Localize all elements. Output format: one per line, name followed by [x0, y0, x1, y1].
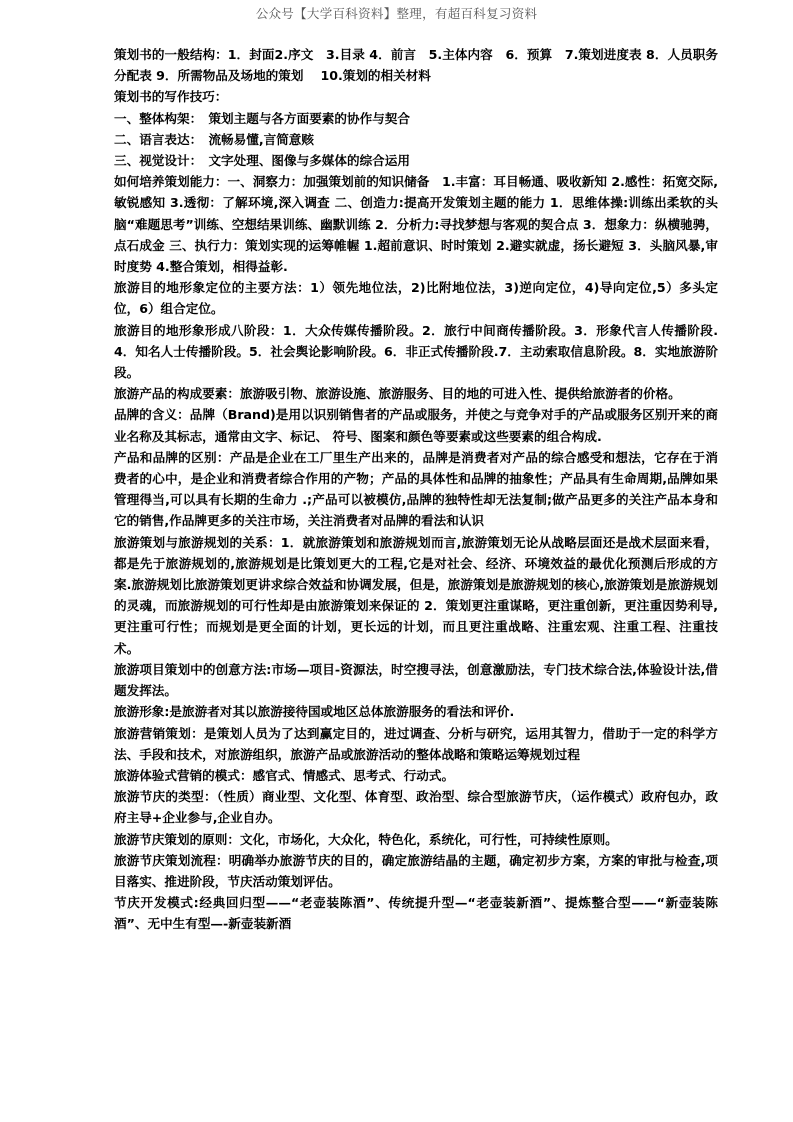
document-body — [114, 44, 718, 935]
paragraph-marketing-planning: 旅游营销策划：是策划人员为了达到赢定目的，进过调查、分析与研究，运用其智力，借助于一定的科学方法、手段和技术，对旅游组织，旅游产品或旅游活动的整体战略和策略运筹规划过程 — [114, 725, 718, 762]
paragraph-festival-types: 旅游节庆的类型：（性质）商业型、文化型、体育型、政治型、综合型旅游节庆，（运作模式）政府包办，政府主导+企业参与,企业自办。 — [114, 789, 718, 826]
paragraph-planning-ability: 如何培养策划能力：一、洞察力：加强策划前的知识储备 1.丰富：耳目畅通、吸收新知 2.感性：拓宽交际,敏锐感知 3.透彻：了解环境,深入调查 二、创造力:提高开发策划主题的能力 1．思维体操:训练出柔软的头脑“难题思考”训练、空想结果训练、幽默训练 2．分析力:寻找梦想与客观的契合点 3．想象力：纵横驰骋，点石成金 三、执行力：策划实现的运筹帷幄 1.超前意识、时时策划 2.避实就虚，扬长避短 3．头脑风暴,审时度势 4.整合策划，相得益彰. — [114, 174, 718, 275]
paragraph-product-elements: 旅游产品的构成要素：旅游吸引物、旅游设施、旅游服务、目的地的可进入性、提供给旅游者的价格。 — [114, 386, 681, 402]
paragraph-image-positioning-methods: 旅游目的地形象定位的主要方法：1）领先地位法，2)比附地位法，3)逆向定位，4)导向定位,5）多头定位，6）组合定位。 — [114, 280, 718, 317]
paragraph-festival-process: 旅游节庆策划流程：明确举办旅游节庆的目的，确定旅游结晶的主题，确定初步方案，方案的审批与检查,项目落实、推进阶段，节庆活动策划评估。 — [114, 852, 718, 889]
paragraph-experiential-marketing: 旅游体验式营销的模式：感官式、情感式、思考式、行动式。 — [114, 767, 455, 783]
paragraph-product-vs-brand: 产品和品牌的区别：产品是企业在工厂里生产出来的，品牌是消费者对产品的综合感受和想法，它存在于消费者的心中，是企业和消费者综合作用的产物；产品的具体性和品牌的抽象性；产品具有生命周期,品牌如果管理得当,可以具有长期的生命力 .;产品可以被模仿,品牌的独特性却无法复制;做产品更多的关注产品本身和它的销售,作品牌更多的关注市场，关注消费者对品牌的看法和认识 — [114, 449, 718, 529]
paragraph-creative-methods: 旅游项目策划中的创意方法:市场—项目-资源法，时空搜寻法，创意激励法，专门技术综合法,体验设计法,借题发挥法。 — [114, 661, 718, 699]
paragraph-overall-framework: 一、整体构架： 策划主题与各方面要素的协作与契合 — [114, 110, 410, 126]
paragraph-planning-vs-regional-planning: 旅游策划与旅游规划的关系：1．就旅游策划和旅游规划而言,旅游策划无论从战略层面还是战术层面来看，都是先于旅游规划的,旅游规划是比策划更大的工程,它是对社会、经济、环境效益的最优化预测后形成的方案.旅游规划比旅游策划更讲求综合效益和协调发展，但是，旅游策划是旅游规划的核心,旅游策划是旅游规划的灵魂，而旅游规划的可行性却是由旅游策划来保证的 2．策划更注重谋略，更注重创新，更注重因势利导,更注重可行性；而规划是更全面的计划，更长远的计划，而且更注重战略、注重宏观、注重工程、注重技术。 — [114, 534, 718, 656]
paragraph-image-formation-stages: 旅游目的地形象形成八阶段：1．大众传媒传播阶段。2．旅行中间商传播阶段。3．形象代言人传播阶段.4．知名人士传播阶段。5．社会舆论影响阶段。6．非正式传播阶段.7．主动索取信息阶段。8．实地旅游阶段。 — [114, 322, 718, 381]
paragraph-festival-principles: 旅游节庆策划的原则：文化，市场化，大众化，特色化，系统化，可行性，可持续性原则。 — [114, 831, 618, 847]
paragraph-plan-structure: 策划书的一般结构：1．封面2.序文 3.目录 4．前言 5.主体内容 6．预算 7.策划进度表 8．人员职务分配表 9．所需物品及场地的策划 10.策划的相关材料 — [114, 47, 718, 84]
paragraph-visual-design: 三、视觉设计： 文字处理、图像与多媒体的综合运用 — [114, 153, 410, 169]
paragraph-writing-skills-heading: 策划书的写作技巧： — [114, 89, 228, 105]
page-header-watermark: 公众号【大学百科资料】整理，有超百科复习资料 — [255, 6, 538, 21]
paragraph-tourism-image: 旅游形象:是旅游者对其以旅游接待国或地区总体旅游服务的看法和评价. — [114, 704, 515, 720]
paragraph-language-expression: 二、语言表达： 流畅易懂,言简意赅 — [114, 131, 314, 147]
paragraph-brand-meaning: 品牌的含义：品牌（Brand)是用以识别销售者的产品或服务，并使之与竞争对手的产品或服务区别开来的商业名称及其标志，通常由文字、标记、 符号、图案和颜色等要素或这些要素的组合构成. — [114, 407, 718, 444]
paragraph-festival-development-models: 节庆开发模式:经典回归型——“老壶装陈酒”、传统提升型—“老壶装新酒”、提炼整合型——“新壶装陈酒”、无中生有型—-新壶装新酒 — [114, 895, 718, 932]
